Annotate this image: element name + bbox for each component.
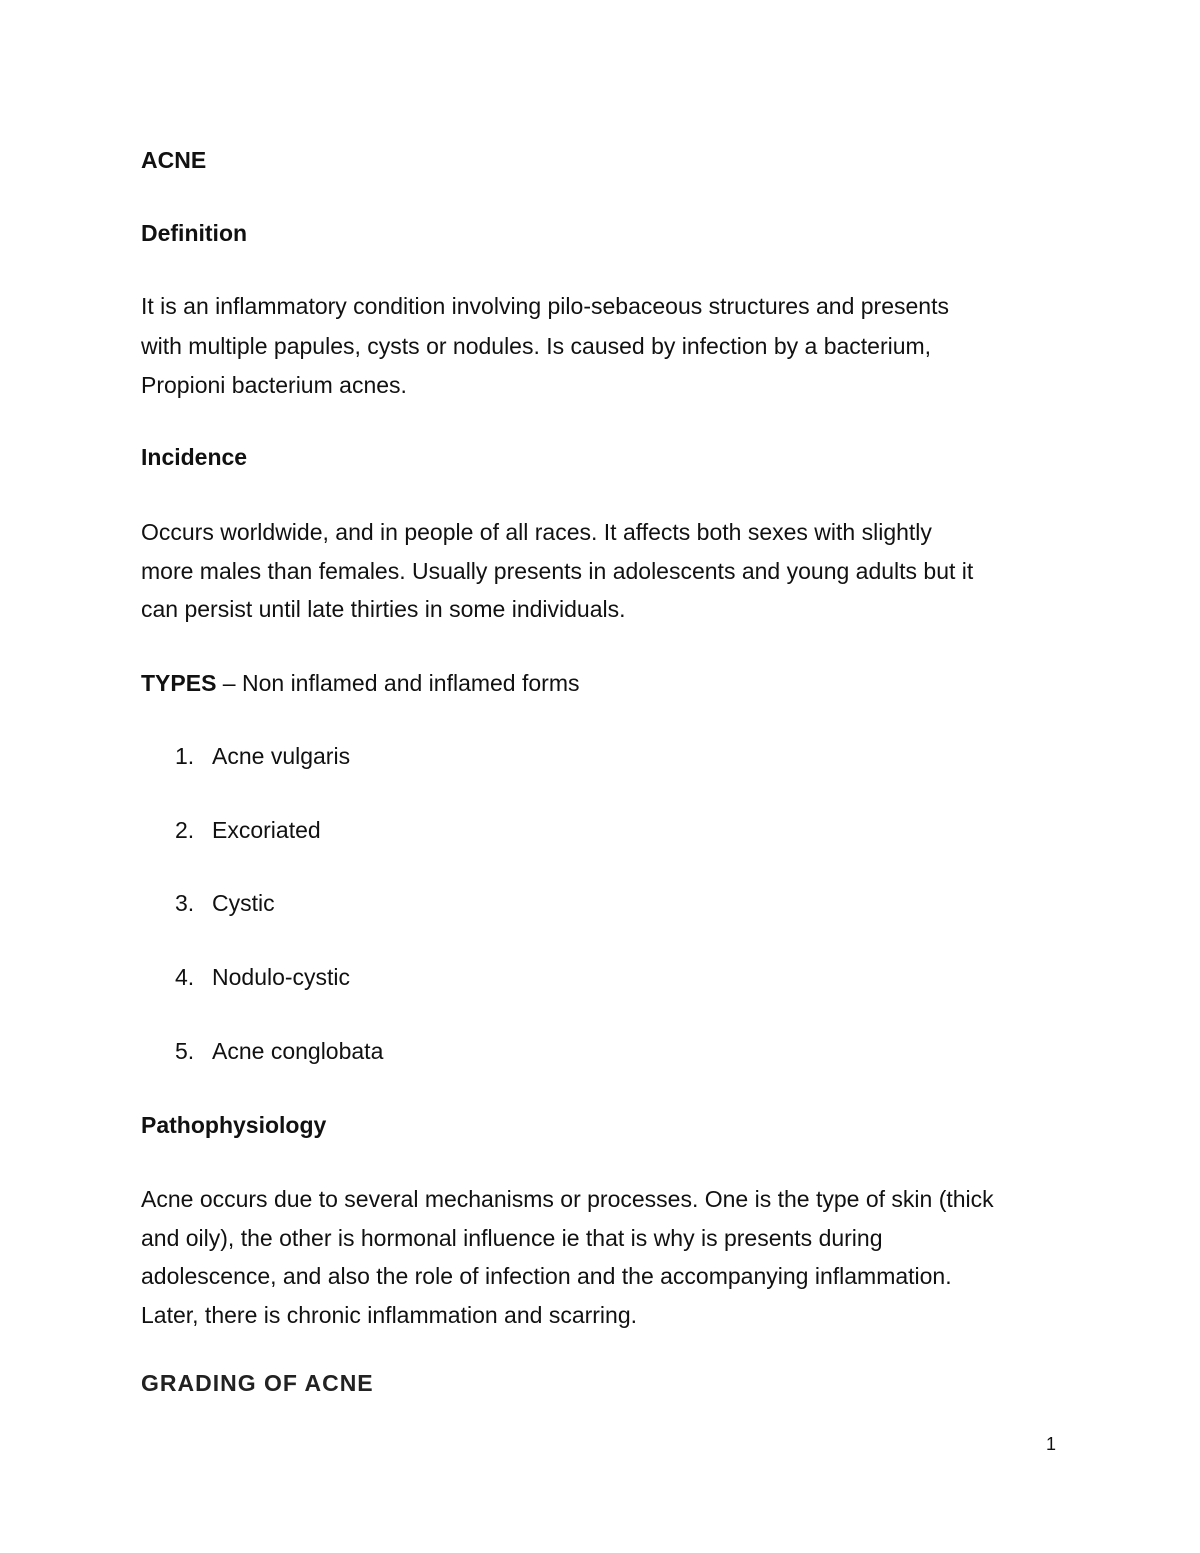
list-item-number: 2. xyxy=(175,817,195,843)
types-subtitle: – Non inflamed and inflamed forms xyxy=(216,670,580,696)
grading-heading: GRADING OF ACNE xyxy=(141,1370,374,1396)
list-item: Acne vulgaris xyxy=(212,743,351,769)
pathophysiology-line-2: and oily), the other is hormonal influence ie that is why is presents during xyxy=(141,1225,883,1251)
document-title: ACNE xyxy=(141,147,207,173)
definition-heading: Definition xyxy=(141,220,248,246)
types-heading: TYPES xyxy=(141,670,217,696)
list-item: Nodulo-cystic xyxy=(212,964,351,990)
pathophysiology-line-3: adolescence, and also the role of infection and the accompanying inflammation. xyxy=(141,1263,952,1289)
incidence-heading: Incidence xyxy=(141,444,248,470)
list-item: Excoriated xyxy=(212,817,321,843)
types-heading-line xyxy=(141,664,580,703)
definition-line-3: Propioni bacterium acnes. xyxy=(141,372,407,398)
pathophysiology-heading: Pathophysiology xyxy=(141,1112,327,1138)
list-item-number: 4. xyxy=(175,964,195,990)
list-item: Acne conglobata xyxy=(212,1038,384,1064)
list-item-number: 3. xyxy=(175,890,195,916)
incidence-line-3: can persist until late thirties in some individuals. xyxy=(141,596,626,622)
incidence-line-1: Occurs worldwide, and in people of all races. It affects both sexes with slightly xyxy=(141,519,932,545)
page-number: 1 xyxy=(1046,1434,1057,1454)
definition-line-2: with multiple papules, cysts or nodules. Is caused by infection by a bacterium, xyxy=(141,333,932,359)
list-item-number: 1. xyxy=(175,743,195,769)
definition-line-1: It is an inflammatory condition involving pilo-sebaceous structures and presents xyxy=(141,293,949,319)
pathophysiology-line-4: Later, there is chronic inflammation and scarring. xyxy=(141,1302,638,1328)
list-item-number: 5. xyxy=(175,1038,195,1064)
list-item: Cystic xyxy=(212,890,275,916)
incidence-line-2: more males than females. Usually presents in adolescents and young adults but it xyxy=(141,558,974,584)
pathophysiology-line-1: Acne occurs due to several mechanisms or processes. One is the type of skin (thick xyxy=(141,1186,994,1212)
